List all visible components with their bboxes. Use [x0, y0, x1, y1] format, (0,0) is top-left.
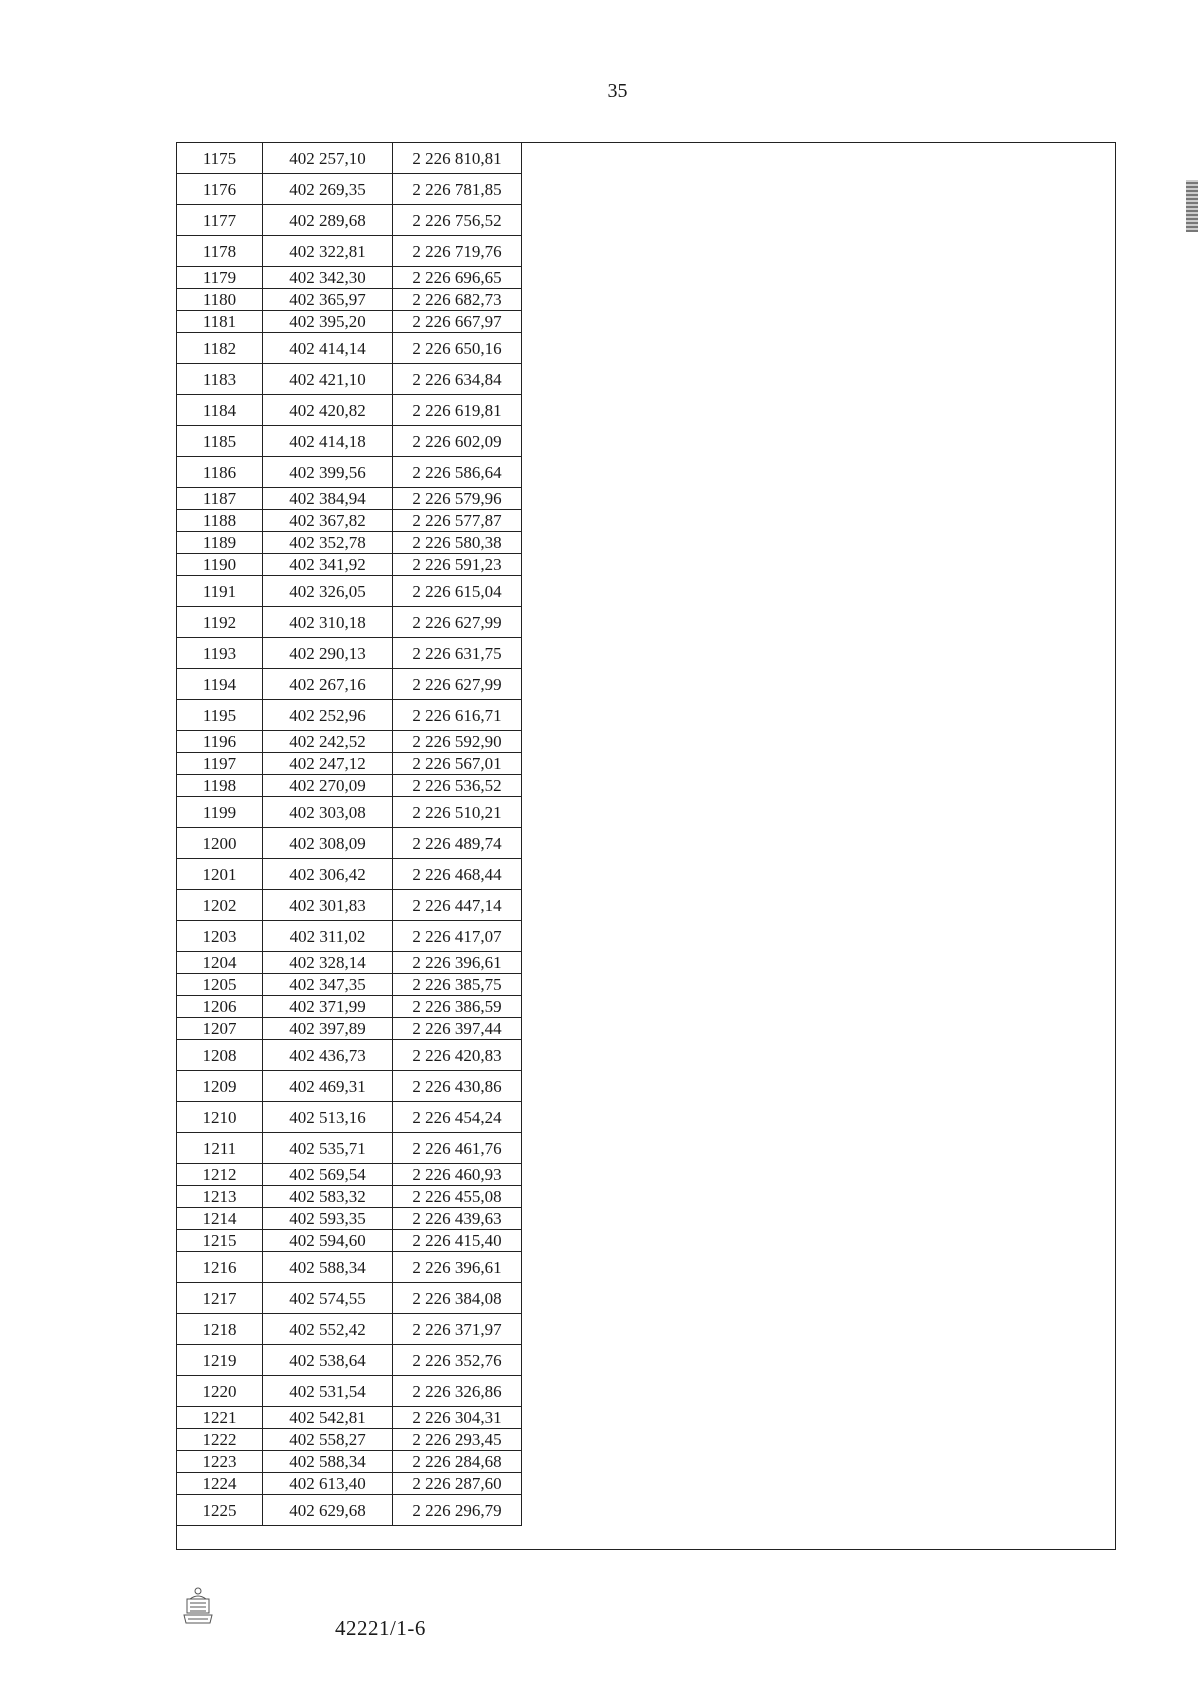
table-row	[177, 1230, 522, 1252]
point-number-cell: 1219	[177, 1345, 263, 1376]
y-coordinate-cell: 2 226 420,83	[393, 1040, 522, 1071]
point-number-cell: 1182	[177, 333, 263, 364]
y-coordinate-cell: 2 226 396,61	[393, 1252, 522, 1283]
point-number-cell: 1176	[177, 174, 263, 205]
x-coordinate-cell: 402 311,02	[263, 921, 393, 952]
x-coordinate-cell: 402 267,16	[263, 669, 393, 700]
x-coordinate-cell: 402 629,68	[263, 1495, 393, 1526]
x-coordinate-cell: 402 290,13	[263, 638, 393, 669]
point-number-cell: 1175	[177, 143, 263, 174]
y-coordinate-cell: 2 226 439,63	[393, 1208, 522, 1230]
x-coordinate-cell: 402 289,68	[263, 205, 393, 236]
table-row	[177, 921, 522, 952]
scan-edge-mark	[1186, 180, 1198, 232]
point-number-cell: 1179	[177, 267, 263, 289]
y-coordinate-cell: 2 226 326,86	[393, 1376, 522, 1407]
x-coordinate-cell: 402 588,34	[263, 1451, 393, 1473]
point-number-cell: 1188	[177, 510, 263, 532]
y-coordinate-cell: 2 226 455,08	[393, 1186, 522, 1208]
table-row	[177, 457, 522, 488]
y-coordinate-cell: 2 226 415,40	[393, 1230, 522, 1252]
x-coordinate-cell: 402 535,71	[263, 1133, 393, 1164]
y-coordinate-cell: 2 226 667,97	[393, 311, 522, 333]
table-row	[177, 1040, 522, 1071]
point-number-cell: 1213	[177, 1186, 263, 1208]
table-row	[177, 333, 522, 364]
point-number-cell: 1201	[177, 859, 263, 890]
table-row	[177, 267, 522, 289]
x-coordinate-cell: 402 252,96	[263, 700, 393, 731]
x-coordinate-cell: 402 326,05	[263, 576, 393, 607]
point-number-cell: 1183	[177, 364, 263, 395]
y-coordinate-cell: 2 226 454,24	[393, 1102, 522, 1133]
y-coordinate-cell: 2 226 567,01	[393, 753, 522, 775]
y-coordinate-cell: 2 226 397,44	[393, 1018, 522, 1040]
table-row	[177, 1208, 522, 1230]
y-coordinate-cell: 2 226 631,75	[393, 638, 522, 669]
point-number-cell: 1206	[177, 996, 263, 1018]
x-coordinate-cell: 402 420,82	[263, 395, 393, 426]
x-coordinate-cell: 402 242,52	[263, 731, 393, 753]
x-coordinate-cell: 402 310,18	[263, 607, 393, 638]
x-coordinate-cell: 402 306,42	[263, 859, 393, 890]
y-coordinate-cell: 2 226 682,73	[393, 289, 522, 311]
point-number-cell: 1177	[177, 205, 263, 236]
x-coordinate-cell: 402 341,92	[263, 554, 393, 576]
x-coordinate-cell: 402 558,27	[263, 1429, 393, 1451]
point-number-cell: 1194	[177, 669, 263, 700]
y-coordinate-cell: 2 226 468,44	[393, 859, 522, 890]
point-number-cell: 1180	[177, 289, 263, 311]
x-coordinate-cell: 402 436,73	[263, 1040, 393, 1071]
y-coordinate-cell: 2 226 719,76	[393, 236, 522, 267]
x-coordinate-cell: 402 269,35	[263, 174, 393, 205]
table-row	[177, 1376, 522, 1407]
coordinates-table-body	[177, 143, 522, 1526]
x-coordinate-cell: 402 469,31	[263, 1071, 393, 1102]
table-row	[177, 143, 522, 174]
point-number-cell: 1200	[177, 828, 263, 859]
point-number-cell: 1218	[177, 1314, 263, 1345]
table-row	[177, 174, 522, 205]
y-coordinate-cell: 2 226 352,76	[393, 1345, 522, 1376]
table-row	[177, 775, 522, 797]
x-coordinate-cell: 402 513,16	[263, 1102, 393, 1133]
table-row	[177, 638, 522, 669]
x-coordinate-cell: 402 367,82	[263, 510, 393, 532]
y-coordinate-cell: 2 226 460,93	[393, 1164, 522, 1186]
table-row	[177, 890, 522, 921]
table-row	[177, 364, 522, 395]
y-coordinate-cell: 2 226 619,81	[393, 395, 522, 426]
y-coordinate-cell: 2 226 489,74	[393, 828, 522, 859]
table-row	[177, 859, 522, 890]
x-coordinate-cell: 402 538,64	[263, 1345, 393, 1376]
y-coordinate-cell: 2 226 536,52	[393, 775, 522, 797]
point-number-cell: 1196	[177, 731, 263, 753]
y-coordinate-cell: 2 226 580,38	[393, 532, 522, 554]
y-coordinate-cell: 2 226 592,90	[393, 731, 522, 753]
point-number-cell: 1187	[177, 488, 263, 510]
x-coordinate-cell: 402 531,54	[263, 1376, 393, 1407]
page-number: 35	[607, 80, 628, 102]
x-coordinate-cell: 402 395,20	[263, 311, 393, 333]
y-coordinate-cell: 2 226 371,97	[393, 1314, 522, 1345]
table-row	[177, 731, 522, 753]
point-number-cell: 1198	[177, 775, 263, 797]
point-number-cell: 1216	[177, 1252, 263, 1283]
x-coordinate-cell: 402 247,12	[263, 753, 393, 775]
y-coordinate-cell: 2 226 602,09	[393, 426, 522, 457]
y-coordinate-cell: 2 226 615,04	[393, 576, 522, 607]
point-number-cell: 1224	[177, 1473, 263, 1495]
y-coordinate-cell: 2 226 781,85	[393, 174, 522, 205]
y-coordinate-cell: 2 226 627,99	[393, 669, 522, 700]
table-row	[177, 510, 522, 532]
x-coordinate-cell: 402 371,99	[263, 996, 393, 1018]
x-coordinate-cell: 402 308,09	[263, 828, 393, 859]
x-coordinate-cell: 402 328,14	[263, 952, 393, 974]
point-number-cell: 1199	[177, 797, 263, 828]
table-row	[177, 1252, 522, 1283]
x-coordinate-cell: 402 593,35	[263, 1208, 393, 1230]
x-coordinate-cell: 402 583,32	[263, 1186, 393, 1208]
x-coordinate-cell: 402 594,60	[263, 1230, 393, 1252]
y-coordinate-cell: 2 226 447,14	[393, 890, 522, 921]
emblem-seal-icon	[178, 1585, 218, 1629]
y-coordinate-cell: 2 226 417,07	[393, 921, 522, 952]
point-number-cell: 1185	[177, 426, 263, 457]
x-coordinate-cell: 402 301,83	[263, 890, 393, 921]
x-coordinate-cell: 402 347,35	[263, 974, 393, 996]
point-number-cell: 1209	[177, 1071, 263, 1102]
point-number-cell: 1220	[177, 1376, 263, 1407]
table-row	[177, 488, 522, 510]
table-row	[177, 289, 522, 311]
point-number-cell: 1210	[177, 1102, 263, 1133]
table-row	[177, 1186, 522, 1208]
x-coordinate-cell: 402 384,94	[263, 488, 393, 510]
coordinates-table	[176, 142, 522, 1526]
table-row	[177, 532, 522, 554]
table-row	[177, 311, 522, 333]
point-number-cell: 1197	[177, 753, 263, 775]
point-number-cell: 1215	[177, 1230, 263, 1252]
point-number-cell: 1195	[177, 700, 263, 731]
table-row	[177, 426, 522, 457]
x-coordinate-cell: 402 365,97	[263, 289, 393, 311]
y-coordinate-cell: 2 226 284,68	[393, 1451, 522, 1473]
table-row	[177, 1407, 522, 1429]
x-coordinate-cell: 402 542,81	[263, 1407, 393, 1429]
point-number-cell: 1181	[177, 311, 263, 333]
table-row	[177, 1451, 522, 1473]
x-coordinate-cell: 402 414,14	[263, 333, 393, 364]
y-coordinate-cell: 2 226 591,23	[393, 554, 522, 576]
table-row	[177, 1018, 522, 1040]
point-number-cell: 1211	[177, 1133, 263, 1164]
point-number-cell: 1184	[177, 395, 263, 426]
point-number-cell: 1193	[177, 638, 263, 669]
y-coordinate-cell: 2 226 287,60	[393, 1473, 522, 1495]
table-row	[177, 1345, 522, 1376]
y-coordinate-cell: 2 226 579,96	[393, 488, 522, 510]
point-number-cell: 1186	[177, 457, 263, 488]
point-number-cell: 1191	[177, 576, 263, 607]
x-coordinate-cell: 402 552,42	[263, 1314, 393, 1345]
table-row	[177, 1102, 522, 1133]
y-coordinate-cell: 2 226 396,61	[393, 952, 522, 974]
point-number-cell: 1204	[177, 952, 263, 974]
x-coordinate-cell: 402 303,08	[263, 797, 393, 828]
point-number-cell: 1221	[177, 1407, 263, 1429]
point-number-cell: 1190	[177, 554, 263, 576]
x-coordinate-cell: 402 588,34	[263, 1252, 393, 1283]
x-coordinate-cell: 402 399,56	[263, 457, 393, 488]
point-number-cell: 1214	[177, 1208, 263, 1230]
y-coordinate-cell: 2 226 627,99	[393, 607, 522, 638]
point-number-cell: 1203	[177, 921, 263, 952]
table-row	[177, 996, 522, 1018]
point-number-cell: 1217	[177, 1283, 263, 1314]
y-coordinate-cell: 2 226 293,45	[393, 1429, 522, 1451]
x-coordinate-cell: 402 414,18	[263, 426, 393, 457]
table-row	[177, 1164, 522, 1186]
table-row	[177, 974, 522, 996]
y-coordinate-cell: 2 226 810,81	[393, 143, 522, 174]
x-coordinate-cell: 402 574,55	[263, 1283, 393, 1314]
x-coordinate-cell: 402 569,54	[263, 1164, 393, 1186]
table-row	[177, 554, 522, 576]
table-row	[177, 1495, 522, 1526]
y-coordinate-cell: 2 226 696,65	[393, 267, 522, 289]
y-coordinate-cell: 2 226 461,76	[393, 1133, 522, 1164]
point-number-cell: 1208	[177, 1040, 263, 1071]
table-row	[177, 753, 522, 775]
y-coordinate-cell: 2 226 650,16	[393, 333, 522, 364]
y-coordinate-cell: 2 226 386,59	[393, 996, 522, 1018]
x-coordinate-cell: 402 397,89	[263, 1018, 393, 1040]
y-coordinate-cell: 2 226 577,87	[393, 510, 522, 532]
table-row	[177, 1314, 522, 1345]
table-row	[177, 236, 522, 267]
y-coordinate-cell: 2 226 616,71	[393, 700, 522, 731]
x-coordinate-cell: 402 421,10	[263, 364, 393, 395]
table-row	[177, 395, 522, 426]
x-coordinate-cell: 402 270,09	[263, 775, 393, 797]
y-coordinate-cell: 2 226 385,75	[393, 974, 522, 996]
table-row	[177, 1473, 522, 1495]
table-row	[177, 1429, 522, 1451]
y-coordinate-cell: 2 226 634,84	[393, 364, 522, 395]
table-row	[177, 952, 522, 974]
x-coordinate-cell: 402 613,40	[263, 1473, 393, 1495]
x-coordinate-cell: 402 352,78	[263, 532, 393, 554]
y-coordinate-cell: 2 226 304,31	[393, 1407, 522, 1429]
y-coordinate-cell: 2 226 756,52	[393, 205, 522, 236]
y-coordinate-cell: 2 226 586,64	[393, 457, 522, 488]
y-coordinate-cell: 2 226 430,86	[393, 1071, 522, 1102]
point-number-cell: 1205	[177, 974, 263, 996]
x-coordinate-cell: 402 322,81	[263, 236, 393, 267]
table-row	[177, 700, 522, 731]
point-number-cell: 1207	[177, 1018, 263, 1040]
table-row	[177, 1133, 522, 1164]
y-coordinate-cell: 2 226 384,08	[393, 1283, 522, 1314]
point-number-cell: 1189	[177, 532, 263, 554]
x-coordinate-cell: 402 257,10	[263, 143, 393, 174]
y-coordinate-cell: 2 226 510,21	[393, 797, 522, 828]
point-number-cell: 1223	[177, 1451, 263, 1473]
table-row	[177, 797, 522, 828]
y-coordinate-cell: 2 226 296,79	[393, 1495, 522, 1526]
point-number-cell: 1202	[177, 890, 263, 921]
table-row	[177, 1283, 522, 1314]
point-number-cell: 1225	[177, 1495, 263, 1526]
x-coordinate-cell: 402 342,30	[263, 267, 393, 289]
point-number-cell: 1178	[177, 236, 263, 267]
table-row	[177, 828, 522, 859]
table-row	[177, 1071, 522, 1102]
document-code: 42221/1-6	[335, 1616, 426, 1640]
table-row	[177, 576, 522, 607]
point-number-cell: 1212	[177, 1164, 263, 1186]
table-row	[177, 607, 522, 638]
table-row	[177, 205, 522, 236]
point-number-cell: 1192	[177, 607, 263, 638]
point-number-cell: 1222	[177, 1429, 263, 1451]
table-row	[177, 669, 522, 700]
